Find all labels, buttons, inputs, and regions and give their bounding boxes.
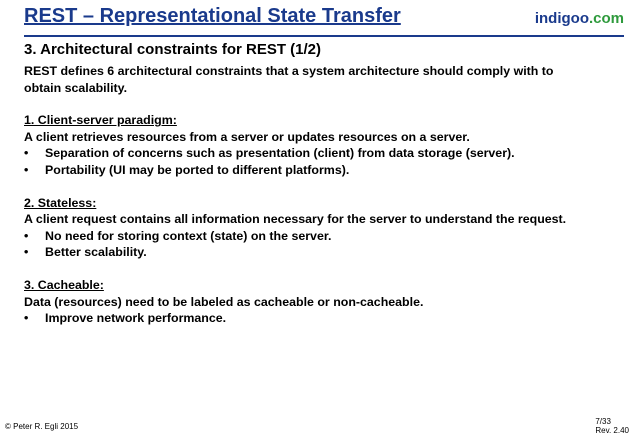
bullet-text: Improve network performance. <box>45 311 227 326</box>
bullet-item <box>24 228 624 245</box>
bullet-text: No need for storing context (state) on the server. <box>45 228 332 243</box>
bullet-item <box>24 310 624 327</box>
page-number: 7/33 <box>595 417 611 426</box>
bullet-text: Separation of concerns such as presentation (client) from data storage (server). <box>45 146 515 161</box>
constraint-stateless <box>24 195 624 261</box>
slide-content <box>24 41 624 343</box>
slide-subtitle: 3. Architectural constraints for REST (1/2) <box>24 41 322 58</box>
bullet-icon: • <box>24 146 29 161</box>
page-info <box>595 417 629 435</box>
intro-line: REST defines 6 architectural constraints that a system architecture should comply with to <box>24 64 554 78</box>
section-title: 1. Client-server paradigm: <box>24 113 177 128</box>
section-title: 2. Stateless: <box>24 195 97 210</box>
bullet-item <box>24 162 624 179</box>
copyright-notice: © Peter R. Egli 2015 <box>5 422 79 431</box>
brand-prefix: indigoo <box>534 10 589 27</box>
constraint-cacheable <box>24 277 624 327</box>
slide-title: REST – Representational State Transfer <box>24 5 401 27</box>
bullet-icon: • <box>24 228 29 243</box>
brand-suffix: .com <box>588 10 624 27</box>
intro-paragraph <box>24 63 624 96</box>
bullet-text: Better scalability. <box>45 245 147 260</box>
bullet-text: Portability (UI may be ported to different platforms). <box>45 162 350 177</box>
section-description: A client request contains all information necessary for the server to understand the request. <box>24 212 567 227</box>
intro-line: obtain scalability. <box>24 80 128 95</box>
bullet-item <box>24 145 624 162</box>
bullet-item <box>24 244 624 261</box>
title-divider <box>24 35 624 37</box>
bullet-icon: • <box>24 311 29 326</box>
bullet-icon: • <box>24 162 29 177</box>
constraint-client-server <box>24 112 624 178</box>
section-title: 3. Cacheable: <box>24 277 104 292</box>
section-description: A client retrieves resources from a server or updates resources on a server. <box>24 129 470 144</box>
bullet-icon: • <box>24 245 29 260</box>
revision-label: Rev. 2.40 <box>595 426 629 435</box>
brand-logo <box>535 10 624 27</box>
section-description: Data (resources) need to be labeled as cacheable or non-cacheable. <box>24 294 424 309</box>
